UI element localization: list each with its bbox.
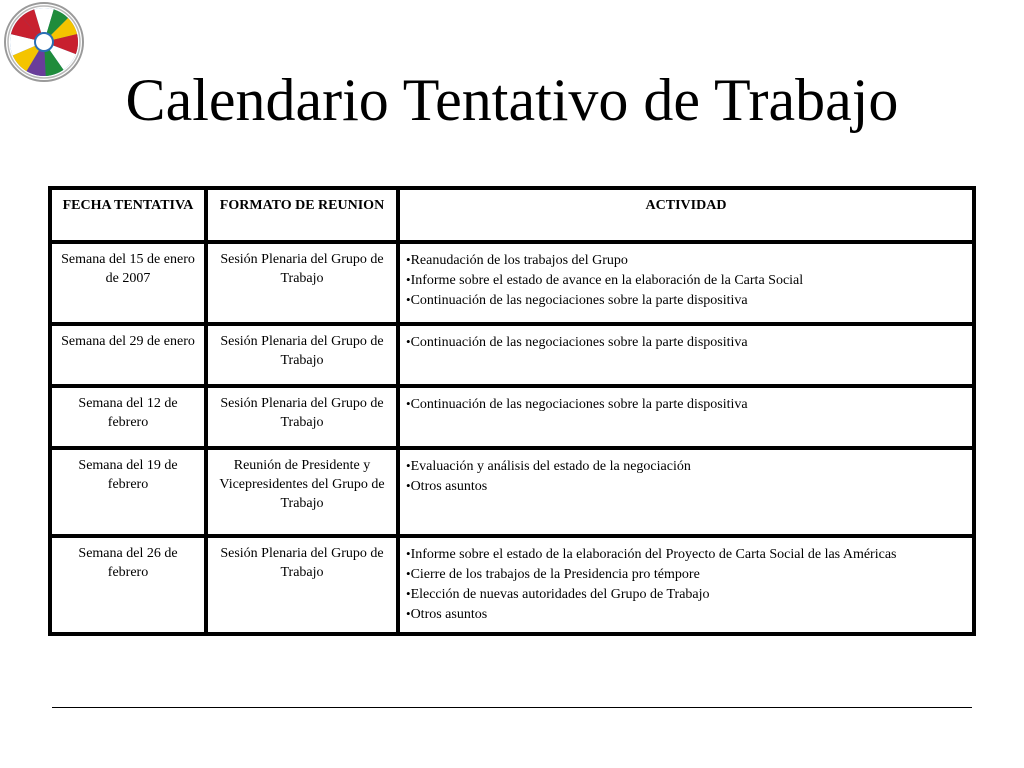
activity-item <box>406 544 966 564</box>
activity-text: Otros asuntos <box>410 479 488 494</box>
header-formato: FORMATO DE REUNION <box>208 190 400 244</box>
activity-text: Continuación de las negociaciones sobre la parte dispositiva <box>410 293 748 308</box>
actividad-cell <box>400 450 972 538</box>
activity-text: Continuación de las negociaciones sobre la parte dispositiva <box>410 397 748 412</box>
activity-item <box>406 564 966 584</box>
footer-divider <box>52 707 972 708</box>
formato-cell: Sesión Plenaria del Grupo de Trabajo <box>208 326 400 388</box>
activity-text: Evaluación y análisis del estado de la negociación <box>410 459 691 474</box>
table-row <box>52 450 972 538</box>
header-actividad: ACTIVIDAD <box>400 190 972 244</box>
activity-item <box>406 456 966 476</box>
activity-item <box>406 394 966 414</box>
activity-list <box>406 332 966 352</box>
activity-text: Otros asuntos <box>410 607 488 622</box>
activity-item <box>406 584 966 604</box>
bullet-icon: • <box>406 334 411 349</box>
activity-list <box>406 456 966 496</box>
activity-item <box>406 290 966 310</box>
fecha-cell: Semana del 26 de febrero <box>52 538 208 632</box>
actividad-cell <box>400 388 972 450</box>
activity-item <box>406 476 966 496</box>
activity-text: Reanudación de los trabajos del Grupo <box>410 253 628 268</box>
table-row <box>52 538 972 632</box>
activity-text: Cierre de los trabajos de la Presidencia pro témpore <box>410 567 700 582</box>
table-row <box>52 388 972 450</box>
formato-cell: Reunión de Presidente y Vicepresidentes del Grupo de Trabajo <box>208 450 400 538</box>
activity-text: Informe sobre el estado de avance en la elaboración de la Carta Social <box>410 273 804 288</box>
formato-cell: Sesión Plenaria del Grupo de Trabajo <box>208 538 400 632</box>
formato-cell: Sesión Plenaria del Grupo de Trabajo <box>208 388 400 450</box>
table-row <box>52 326 972 388</box>
bullet-icon: • <box>406 606 411 621</box>
actividad-cell <box>400 326 972 388</box>
table-header-row <box>52 190 972 244</box>
bullet-icon: • <box>406 586 411 601</box>
activity-item <box>406 250 966 270</box>
activity-text: Continuación de las negociaciones sobre la parte dispositiva <box>410 335 748 350</box>
bullet-icon: • <box>406 292 411 307</box>
bullet-icon: • <box>406 458 411 473</box>
activity-text: Informe sobre el estado de la elaboración del Proyecto de Carta Social de las Américas <box>410 547 897 562</box>
fecha-cell: Semana del 12 de febrero <box>52 388 208 450</box>
activity-text: Elección de nuevas autoridades del Grupo de Trabajo <box>410 587 710 602</box>
formato-cell: Sesión Plenaria del Grupo de Trabajo <box>208 244 400 326</box>
bullet-icon: • <box>406 252 411 267</box>
activity-item <box>406 604 966 624</box>
activity-item <box>406 270 966 290</box>
actividad-cell <box>400 244 972 326</box>
table-row <box>52 244 972 326</box>
header-fecha: FECHA TENTATIVA <box>52 190 208 244</box>
bullet-icon: • <box>406 272 411 287</box>
activity-list <box>406 394 966 414</box>
actividad-cell <box>400 538 972 632</box>
fecha-cell: Semana del 19 de febrero <box>52 450 208 538</box>
activity-list <box>406 250 966 310</box>
fecha-cell: Semana del 29 de enero <box>52 326 208 388</box>
schedule-table <box>48 186 976 636</box>
fecha-cell: Semana del 15 de enero de 2007 <box>52 244 208 326</box>
bullet-icon: • <box>406 396 411 411</box>
activity-list <box>406 544 966 624</box>
bullet-icon: • <box>406 478 411 493</box>
bullet-icon: • <box>406 546 411 561</box>
page-title: Calendario Tentativo de Trabajo <box>125 67 899 133</box>
bullet-icon: • <box>406 566 411 581</box>
activity-item <box>406 332 966 352</box>
